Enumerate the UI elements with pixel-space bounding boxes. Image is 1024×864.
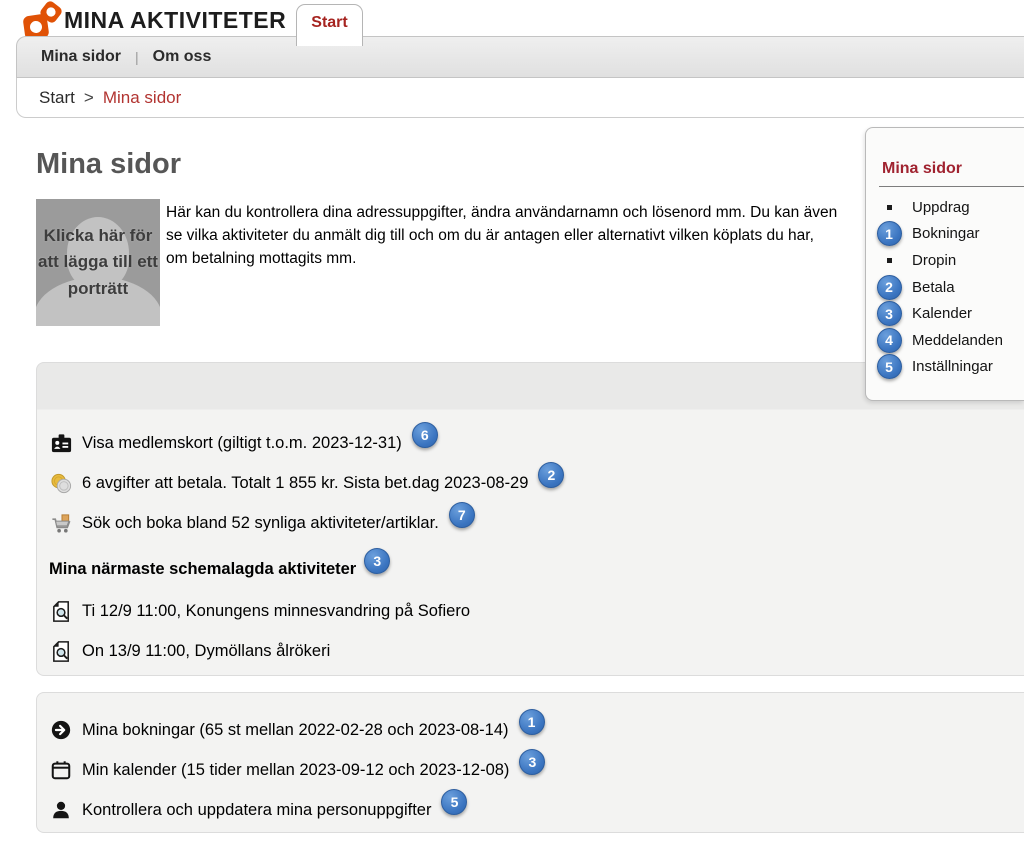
breadcrumb-start-link[interactable]: Start [39,87,75,107]
nav-item-om-oss[interactable]: Om oss [152,48,212,65]
count-badge: 6 [412,422,438,448]
sidebar-title: Mina sidor [882,160,963,177]
sidebar-list [866,194,1024,380]
link-sok-och-boka[interactable]: Sök och boka bland 52 synliga aktiviteter/artiklar. 7 [49,509,1010,537]
activity-item-2[interactable]: On 13/9 11:00, Dymöllans ålrökeri [49,637,1010,665]
sidebar-divider [879,186,1024,187]
count-badge: 7 [449,502,475,528]
portrait-label: Klicka här för att lägga till ett porträtt [38,226,158,298]
coins-icon [49,471,73,495]
sidebar-mina-sidor [865,127,1024,401]
page-title: Mina sidor [36,148,182,180]
shopping-cart-icon [49,511,73,535]
portrait-upload-button[interactable] [36,199,160,326]
activity-item-1[interactable]: Ti 12/9 11:00, Konungens minnesvandring på Sofiero [49,597,1010,625]
links-panel [36,692,1024,833]
count-badge: 3 [519,749,545,775]
count-badge: 5 [441,789,467,815]
square-bullet-icon [887,258,892,263]
link-min-kalender[interactable]: Min kalender (15 tider mellan 2023-09-12 och 2023-12-08) 3 [49,756,1010,784]
link-visa-medlemskort[interactable]: Visa medlemskort (giltigt t.o.m. 2023-12-31) 6 [49,429,1010,457]
nav-item-mina-sidor[interactable]: Mina sidor [41,48,122,65]
sidebar-item-meddelanden[interactable]: 4 Meddelanden [866,327,1024,354]
summary-panel [36,362,1024,676]
nav-separator: | [135,49,139,65]
link-avgifter-att-betala[interactable]: 6 avgifter att betala. Totalt 1 855 kr. Sista bet.dag 2023-08-29 2 [49,469,1010,497]
sidebar-item-installningar[interactable]: 5 Inställningar [866,354,1024,381]
sidebar-item-dropin[interactable]: Dropin [866,247,1024,274]
membership-card-icon [49,431,73,455]
sidebar-item-betala[interactable]: 2 Betala [866,274,1024,301]
intro-text: Här kan du kontrollera dina adressuppgifter, ändra användarnamn och lösenord mm. Du kan även se vilka aktiviteter du anmält dig till och om du är antagen eller alternativt vilken köplats du har, om betalning mottagits mm. [166,204,838,267]
sidebar-item-uppdrag[interactable]: Uppdrag [866,194,1024,221]
person-icon [49,798,73,822]
count-badge: 2 [538,462,564,488]
breadcrumb-current: Mina sidor [102,87,182,107]
main-navbar [16,36,1024,78]
count-badge: 3 [877,301,902,326]
document-search-icon [49,599,73,623]
scheduled-activities-heading: Mina närmaste schemalagda aktiviteter 3 [49,555,1010,583]
calendar-icon [49,758,73,782]
sidebar-item-kalender[interactable]: 3 Kalender [866,300,1024,327]
sidebar-item-bokningar[interactable]: 1 Bokningar [866,221,1024,248]
count-badge: 5 [877,354,902,379]
square-bullet-icon [887,205,892,210]
count-badge: 3 [364,548,390,574]
document-search-icon [49,639,73,663]
count-badge: 2 [877,275,902,300]
link-mina-bokningar[interactable]: Mina bokningar (65 st mellan 2022-02-28 och 2023-08-14) 1 [49,716,1010,744]
arrow-right-circle-icon [49,718,73,742]
count-badge: 1 [519,709,545,735]
breadcrumb [16,78,1024,118]
count-badge: 1 [877,221,902,246]
tab-start[interactable]: Start [296,4,363,46]
count-badge: 4 [877,328,902,353]
breadcrumb-separator: > [83,87,94,107]
app-logo-icon [22,1,62,41]
app-title: MINA AKTIVITETER [64,7,287,33]
link-personuppgifter[interactable]: Kontrollera och uppdatera mina personuppgifter 5 [49,796,1010,824]
